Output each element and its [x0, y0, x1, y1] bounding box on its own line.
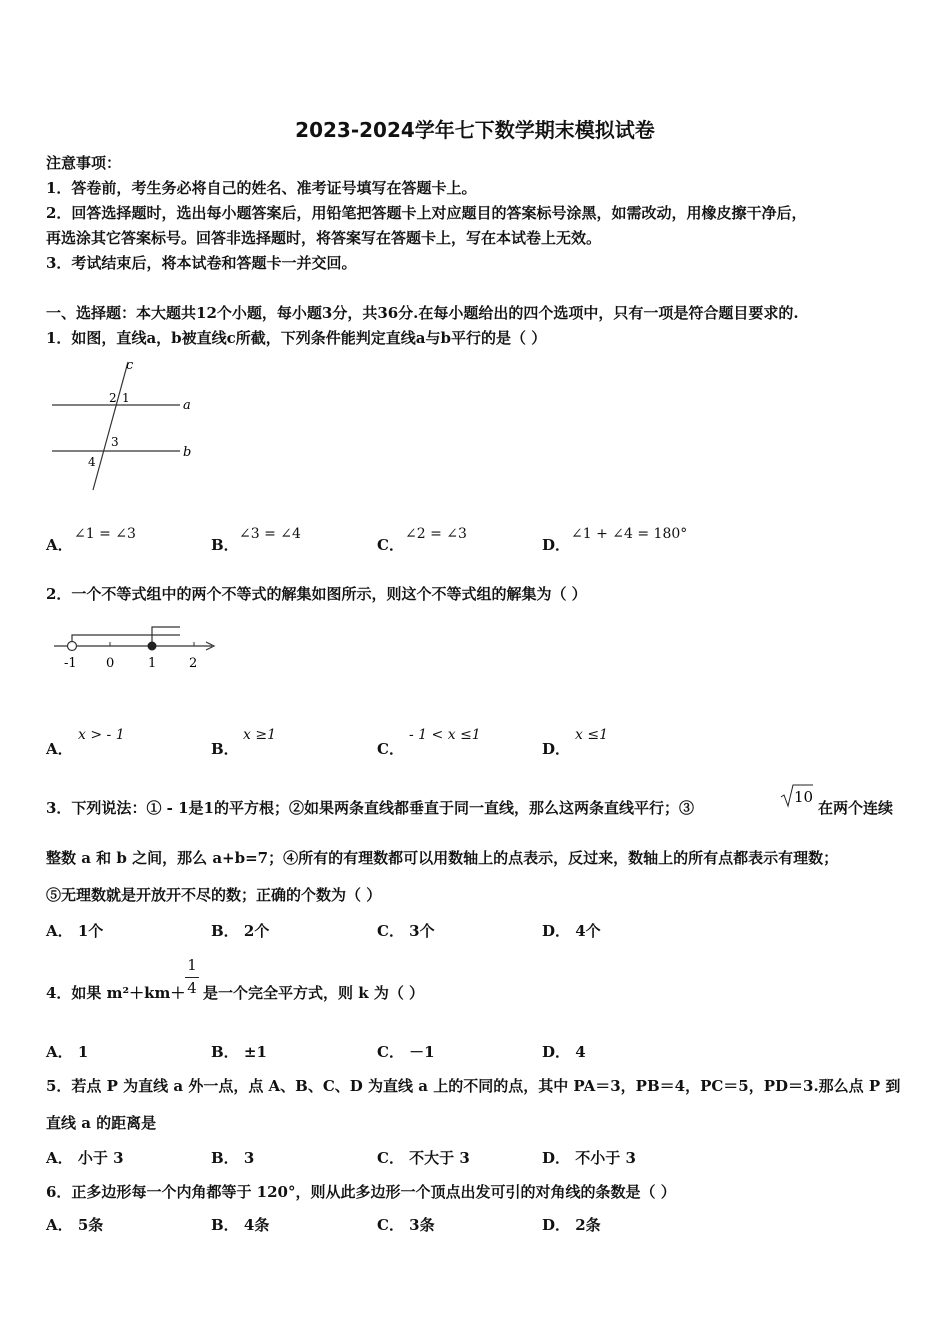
q3-option-a: A． 1个	[46, 922, 104, 940]
q5-option-c: C． 不大于 3	[377, 1149, 470, 1167]
angle-1: 1	[122, 391, 130, 405]
notice-item-2-cont: 再选涂其它答案标号。回答非选择题时，将答案写在答题卡上，写在本试卷上无效。	[46, 229, 602, 247]
solution-range-2	[152, 627, 180, 646]
angle-3: 3	[111, 435, 119, 449]
q5-line-2: 直线 a 的距离是	[46, 1114, 157, 1132]
q2-option-b-label: B．	[211, 740, 239, 758]
q4-option-c: C． －1	[377, 1043, 435, 1061]
line-c	[93, 362, 128, 490]
notice-heading: 注意事项：	[46, 154, 122, 172]
q2-option-b: x ≥1	[243, 727, 276, 743]
q4-fraction	[185, 956, 199, 997]
q2-option-a: x > - 1	[78, 727, 125, 743]
tick-label-neg1: -1	[64, 656, 77, 671]
label-a: a	[183, 398, 191, 413]
sqrt-symbol	[780, 782, 814, 808]
q1-option-c: ∠2 = ∠3	[405, 526, 467, 542]
q6-option-b: B． 4条	[211, 1216, 270, 1234]
q3-option-b: B． 2个	[211, 922, 270, 940]
q4-stem-start: 4．如果 m²＋km＋	[46, 984, 186, 1002]
q3-option-c: C． 3个	[377, 922, 435, 940]
q5-option-b: B． 3	[211, 1149, 255, 1167]
open-point	[68, 642, 77, 651]
page-title: 2023-2024学年七下数学期末模拟试卷	[295, 118, 655, 142]
section-heading: 一、选择题：本大题共12个小题，每小题3分，共36分.在每小题给出的四个选项中，只有一项是符合题目要求的.	[46, 304, 799, 322]
q1-option-d-label: D．	[542, 536, 571, 554]
q2-stem: 2．一个不等式组中的两个不等式的解集如图所示，则这个不等式组的解集为（ ）	[46, 585, 587, 603]
q1-figure	[50, 356, 200, 492]
notice-item-2: 2．回答选择题时，选出每小题答案后，用铅笔把答题卡上对应题目的答案标号涂黑，如需改动，用橡皮擦干净后，	[46, 204, 807, 222]
frac-denominator: 4	[185, 977, 199, 997]
tick-label-1: 1	[148, 656, 157, 671]
frac-numerator: 1	[187, 956, 197, 974]
q3-line-2: 整数 a 和 b 之间，那么 a+b=7；④所有的有理数都可以用数轴上的点表示，反过来，数轴上的所有点都表示有理数；	[46, 849, 839, 867]
label-c: c	[126, 358, 134, 373]
angle-2: 2	[109, 391, 117, 405]
q4-stem-end: 是一个完全平方式，则 k 为（ ）	[203, 984, 425, 1002]
q3-line-1-end: 在两个连续	[818, 799, 894, 817]
solution-range-1	[72, 635, 180, 646]
q5-option-d: D． 不小于 3	[542, 1149, 636, 1167]
q6-option-d: D． 2条	[542, 1216, 601, 1234]
q6-option-c: C． 3条	[377, 1216, 435, 1234]
q4-option-a: A． 1	[46, 1043, 89, 1061]
q2-option-a-label: A．	[46, 740, 73, 758]
sqrt-radicand: 10	[794, 788, 814, 806]
notice-item-3: 3．考试结束后，将本试卷和答题卡一并交回。	[46, 254, 357, 272]
q1-option-c-label: C．	[377, 536, 404, 554]
q3-option-d: D． 4个	[542, 922, 601, 940]
label-b: b	[183, 445, 192, 460]
q2-option-c-label: C．	[377, 740, 404, 758]
angle-4: 4	[88, 455, 96, 469]
q2-option-d: x ≤1	[575, 727, 608, 743]
q4-option-b: B． ±1	[211, 1043, 267, 1061]
q3-line-1: 3．下列说法：① - 1是1的平方根；②如果两条直线都垂直于同一直线，那么这两条直线平行；③	[46, 799, 694, 817]
q1-option-a-label: A．	[46, 536, 73, 554]
tick-label-0: 0	[106, 656, 115, 671]
q1-option-b: ∠3 = ∠4	[239, 526, 301, 542]
notice-item-1: 1．答卷前，考生务必将自己的姓名、准考证号填写在答题卡上。	[46, 179, 477, 197]
q6-option-a: A． 5条	[46, 1216, 104, 1234]
q2-option-c: - 1 < x ≤1	[409, 727, 481, 743]
q1-option-b-label: B．	[211, 536, 239, 554]
tick-label-2: 2	[189, 656, 198, 671]
q2-number-line	[52, 622, 222, 672]
closed-point	[148, 642, 157, 651]
q3-line-3: ⑤无理数就是开放开不尽的数；正确的个数为（ ）	[46, 886, 382, 904]
q5-option-a: A． 小于 3	[46, 1149, 124, 1167]
q4-option-d: D． 4	[542, 1043, 586, 1061]
q5-line-1: 5．若点 P 为直线 a 外一点，点 A、B、C、D 为直线 a 上的不同的点，其中 PA＝3，PB＝4，PC＝5，PD＝3.那么点 P 到	[46, 1077, 901, 1095]
q1-stem: 1．如图，直线a，b被直线c所截，下列条件能判定直线a与b平行的是（ ）	[46, 329, 547, 347]
q6-stem: 6．正多边形每一个内角都等于 120°，则从此多边形一个顶点出发可引的对角线的条数是（ ）	[46, 1183, 676, 1201]
q1-option-a: ∠1 = ∠3	[74, 526, 136, 542]
q1-option-d: ∠1 + ∠4 = 180°	[571, 526, 688, 542]
q2-option-d-label: D．	[542, 740, 571, 758]
